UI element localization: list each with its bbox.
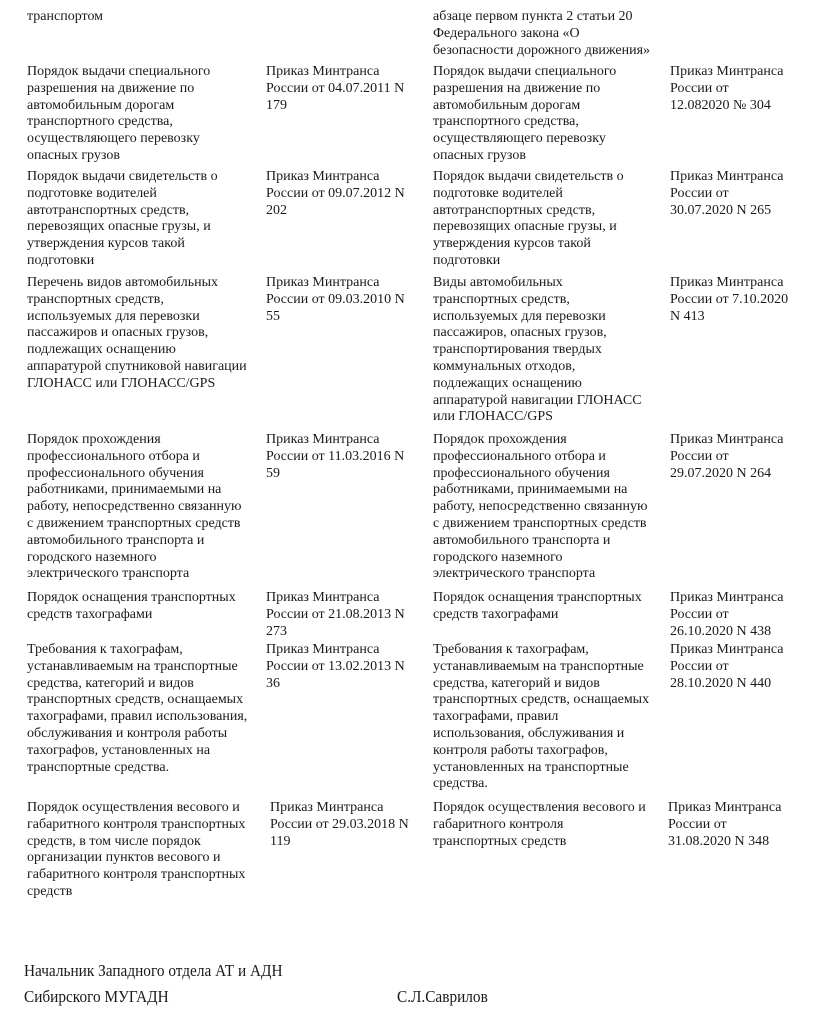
new-order-reference: Приказ Минтранса России от 30.07.2020 N 265 — [670, 169, 784, 218]
new-document-name: Порядок выдачи свидетельств о подготовке водителей автотранспортных средств, перевозящих опасные грузы, и утверждения курсов такой подготовки — [433, 169, 624, 268]
new-document-name: Порядок осуществления весового и габаритного контроля транспортных средств — [433, 800, 646, 849]
signatory-position-line1: Начальник Западного отдела АТ и АДН — [24, 961, 283, 980]
new-document-name: Порядок прохождения профессионального отбора и профессионального обучения работниками, принимаемыми на работу, непосредственно связанную с движением транспортных средств автомобильного транспорта и городского наземного электрического транспорта — [433, 432, 648, 582]
new-document-name: Порядок оснащения транспортных средств тахографами — [433, 590, 642, 622]
old-order-reference: Приказ Минтранса России от 09.03.2010 N 55 — [266, 275, 405, 324]
old-order-reference: Приказ Минтранса России от 13.02.2013 N 36 — [266, 642, 405, 691]
old-document-name: Порядок прохождения профессионального отбора и профессионального обучения работниками, принимаемыми на работу, непосредственно связанную с движением транспортных средств автомобильного транспорта и городского наземного электрического транспорта — [27, 432, 242, 582]
old-document-name: Порядок выдачи свидетельств о подготовке водителей автотранспортных средств, перевозящих опасные грузы, и утверждения курсов такой подготовки — [27, 169, 218, 268]
new-order-reference: Приказ Минтранса России от 26.10.2020 N 438 — [670, 590, 784, 639]
old-document-name: Порядок оснащения транспортных средств тахографами — [27, 590, 236, 622]
new-order-reference: Приказ Минтранса России от 7.10.2020 N 413 — [670, 275, 789, 324]
old-order-reference: Приказ Минтранса России от 04.07.2011 N 179 — [266, 64, 405, 113]
new-document-name: Виды автомобильных транспортных средств, используемых для перевозки пассажиров, опасных грузов, транспортирования твердых коммунальных отходов, подлежащих оснащению аппаратурой навигации ГЛОНАСС или ГЛОНАСС/GPS — [433, 275, 642, 425]
old-document-name: Требования к тахографам, устанавливаемым на транспортные средства, категорий и видов транспортных средств, оснащаемых тахографами, правил использования, обслуживания и контроля работы тахографов, установленных на транспортные средства. — [27, 642, 248, 775]
old-order-reference: Приказ Минтранса России от 09.07.2012 N 202 — [266, 169, 405, 218]
signatory-position-line2: Сибирского МУГАДН — [24, 987, 169, 1006]
old-order-reference: Приказ Минтранса России от 29.03.2018 N 119 — [270, 800, 409, 849]
new-order-reference: Приказ Минтранса России от 12.082020 № 304 — [670, 64, 784, 113]
old-order-reference: Приказ Минтранса России от 11.03.2016 N 59 — [266, 432, 405, 481]
new-order-reference: Приказ Минтранса России от 29.07.2020 N 264 — [670, 432, 784, 481]
new-document-name: Требования к тахографам, устанавливаемым на транспортные средства, категорий и видов транспортных средств, оснащаемых тахографами, правил использования, обслуживания и контроля работы тахографов, установленных на транспортные средства. — [433, 642, 650, 792]
new-order-reference: Приказ Минтранса России от 28.10.2020 N 440 — [670, 642, 784, 691]
new-order-reference: Приказ Минтранса России от 31.08.2020 N 348 — [668, 800, 782, 849]
old-document-name: Перечень видов автомобильных транспортных средств, используемых для перевозки пассажиров и опасных грузов, подлежащих оснащению аппаратурой спутниковой навигации ГЛОНАСС или ГЛОНАСС/GPS — [27, 275, 247, 391]
new-document-name: Порядок выдачи специального разрешения на движение по автомобильным дорогам транспортного средства, осуществляющего перевозку опасных грузов — [433, 64, 617, 163]
top-fragment-col3: абзаце первом пункта 2 статьи 20 Федерального закона «О безопасности дорожного движения» — [433, 9, 651, 58]
old-document-name: Порядок осуществления весового и габаритного контроля транспортных средств, в том числе порядок организации пунктов весового и габаритного контроля транспортных средств — [27, 800, 246, 899]
top-fragment-col1: транспортом — [27, 9, 104, 24]
old-document-name: Порядок выдачи специального разрешения на движение по автомобильным дорогам транспортного средства, осуществляющего перевозку опасных грузов — [27, 64, 211, 163]
signatory-name: С.Л.Саврилов — [397, 987, 488, 1006]
old-order-reference: Приказ Минтранса России от 21.08.2013 N 273 — [266, 590, 405, 639]
